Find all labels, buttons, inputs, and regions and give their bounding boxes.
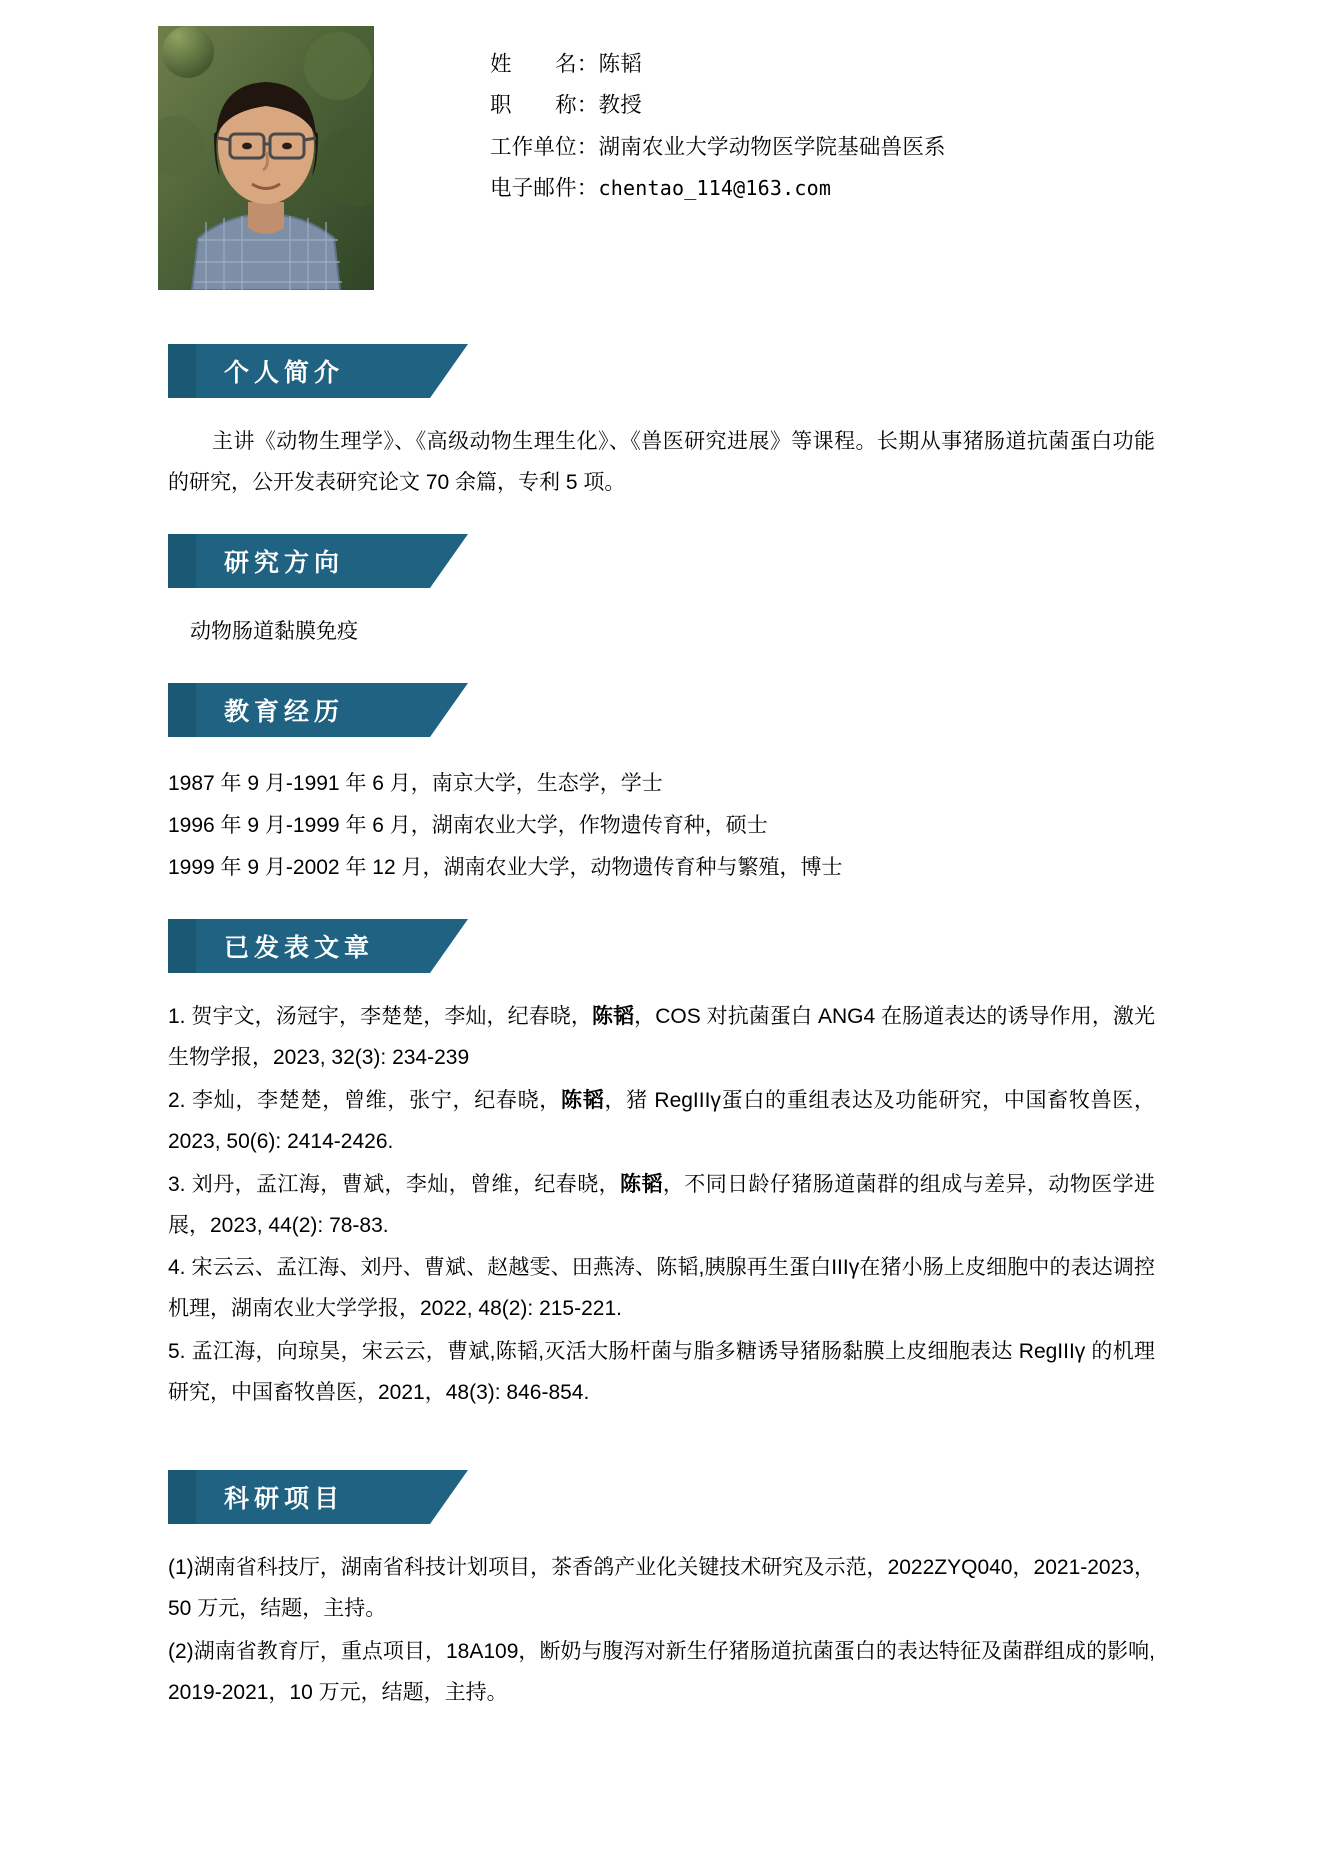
- profile-info: [490, 26, 946, 209]
- profile-name-label: 姓 名：: [490, 52, 599, 76]
- section-heading-research: 研究方向: [224, 548, 345, 577]
- section-heading-bio: 个人简介: [224, 359, 345, 387]
- profile-title-row: [490, 85, 946, 126]
- list-item: (2)湖南省教育厅，重点项目，18A109，断奶与腹泻对新生仔猪肠道抗菌蛋白的表达特征及菌群组成的影响, 2019-2021，10 万元，结题，主持。: [168, 1640, 1155, 1704]
- profile-affiliation-label: 工作单位：: [490, 134, 599, 159]
- publication-prefix: 3. 刘丹，孟江海，曹斌，李灿，曾维，纪春晓，: [168, 1172, 621, 1196]
- profile-name-row: [490, 44, 946, 85]
- list-item: [168, 1165, 1155, 1247]
- publication-list: [168, 997, 1155, 1414]
- section-banner-publications: [168, 919, 468, 973]
- list-item: [168, 1332, 1155, 1414]
- profile-name-value: 陈韬: [598, 52, 642, 76]
- section-banner-education: [168, 683, 468, 737]
- profile-title-value: 教授: [598, 93, 642, 118]
- publication-author-highlight: 陈韬: [620, 1172, 663, 1196]
- list-item: (1)湖南省科技厅，湖南省科技计划项目，茶香鸽产业化关键技术研究及示范，2022ZYQ040，2021-2023，50 万元，结题，主持。: [168, 1556, 1155, 1621]
- portrait-photo: [158, 26, 374, 290]
- profile-email-value: chentao_114@163.com: [598, 175, 832, 200]
- publication-suffix: ，不同日龄仔猪肠道菌群的组成与差异，动物医学进展，2023, 44(2): 78-83.: [168, 1172, 1156, 1237]
- profile-header: [100, 26, 1223, 290]
- profile-email-row: [490, 168, 946, 209]
- list-item: [168, 1248, 1155, 1330]
- section-heading-education: 教育经历: [224, 697, 345, 726]
- education-item: 1999 年 9 月-2002 年 12 月，湖南农业大学，动物遗传育种与繁殖，博士: [168, 855, 843, 879]
- education-list: [168, 763, 1155, 889]
- publication-suffix: ，猪 RegIIIγ蛋白的重组表达及功能研究，中国畜牧兽医，2023, 50(6): 2414-2426.: [168, 1088, 1156, 1153]
- publication-prefix: 4. 宋云云、孟江海、刘丹、曹斌、赵越雯、田燕涛、陈韬,胰腺再生蛋白IIIγ在猪小肠上皮细胞中的表达调控机理，湖南农业大学学报，2022, 48(2): 215-221.: [168, 1256, 1155, 1321]
- portrait-container: [158, 26, 374, 290]
- profile-affiliation-value: 湖南农业大学动物医学院基础兽医系: [598, 134, 946, 159]
- education-item: 1987 年 9 月-1991 年 6 月，南京大学，生态学，学士: [168, 771, 663, 795]
- research-text: 动物肠道黏膜免疫: [190, 619, 358, 643]
- bio-text: 主讲《动物生理学》、《高级动物生理生化》、《兽医研究进展》等课程。长期从事猪肠道抗菌蛋白功能的研究，公开发表研究论文 70 余篇，专利 5 项。: [168, 430, 1155, 494]
- profile-affiliation-row: [490, 127, 946, 168]
- list-item: [168, 997, 1155, 1079]
- list-item: [168, 1081, 1155, 1163]
- profile-email-label: 电子邮件：: [490, 175, 599, 200]
- profile-title-label: 职 称：: [490, 93, 599, 118]
- section-banner-research: [168, 534, 468, 588]
- publication-suffix: ，COS 对抗菌蛋白 ANG4 在肠道表达的诱导作用，激光生物学报，2023, 32(3): 234-239: [168, 1004, 1155, 1069]
- publication-prefix: 1. 贺宇文，汤冠宇，李楚楚，李灿，纪春晓，: [168, 1004, 592, 1028]
- project-list: [168, 1548, 1155, 1714]
- publication-prefix: 2. 李灿，李楚楚，曾维，张宁，纪春晓，: [168, 1088, 562, 1112]
- publication-prefix: 5. 孟江海，向琼昊，宋云云，曹斌,陈韬,灭活大肠杆菌与脂多糖诱导猪肠黏膜上皮细胞表达 RegIIIγ 的机理研究，中国畜牧兽医，2021，48(3): 846-854.: [168, 1340, 1155, 1405]
- section-banner-projects: [168, 1470, 468, 1524]
- section-heading-projects: 科研项目: [224, 1485, 345, 1514]
- publication-author-highlight: 陈韬: [561, 1088, 605, 1112]
- publication-author-highlight: 陈韬: [591, 1004, 635, 1028]
- section-banner-bio: [168, 344, 468, 398]
- section-heading-publications: 已发表文章: [224, 933, 375, 962]
- education-item: 1996 年 9 月-1999 年 6 月，湖南农业大学，作物遗传育种，硕士: [168, 813, 768, 837]
